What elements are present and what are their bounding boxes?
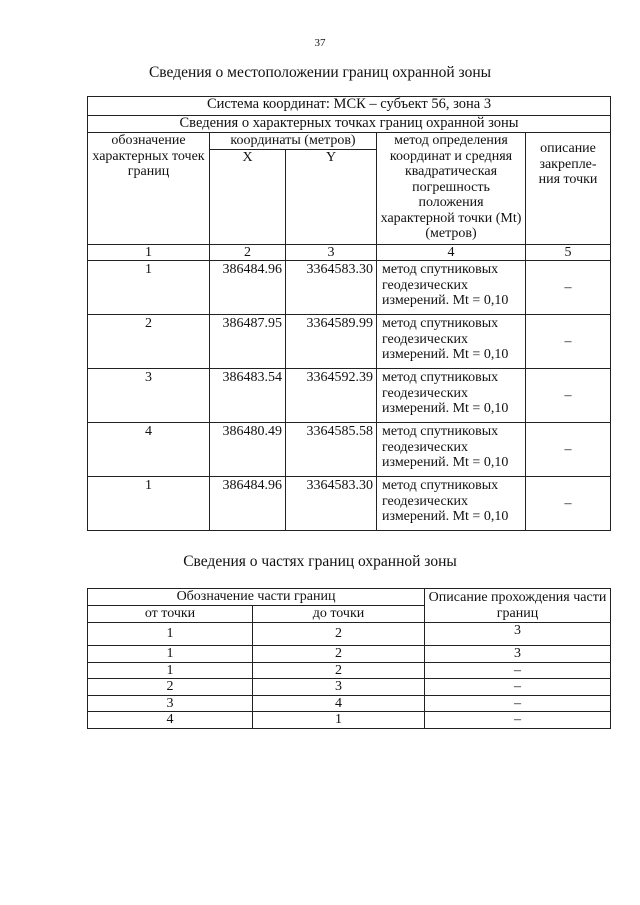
points-subtitle-header: Сведения о характерных точках границ охранной зоны xyxy=(88,116,611,133)
point-description-value: – xyxy=(526,477,611,531)
point-id: 3 xyxy=(88,369,210,423)
y-value: 3364585.58 xyxy=(286,423,377,477)
part-description-header: Описание прохождения части границ xyxy=(425,589,611,623)
from-point-value: 2 xyxy=(88,679,253,696)
point-description-header: описание закрепле-ния точки xyxy=(526,133,611,245)
point-designation-header: обозначение характерных точек границ xyxy=(88,133,210,245)
method-header: метод определения координат и средняя квадратическая погрешность положения характерной точки (Mt) (метров) xyxy=(377,133,526,245)
to-point-value: 3 xyxy=(253,679,425,696)
point-description-value: – xyxy=(526,369,611,423)
to-point-value: 2 xyxy=(253,662,425,679)
y-value: 3364583.30 xyxy=(286,261,377,315)
table-row xyxy=(88,623,611,646)
boundary-parts-title: Сведения о частях границ охранной зоны xyxy=(183,553,457,570)
method-value: метод спутниковых геодезических измерений. Mt = 0,10 xyxy=(377,369,526,423)
column-number: 4 xyxy=(377,244,526,261)
x-value: 386483.54 xyxy=(210,369,286,423)
boundary-parts-table xyxy=(87,588,611,729)
method-value: метод спутниковых геодезических измерений. Mt = 0,10 xyxy=(377,315,526,369)
x-value: 386480.49 xyxy=(210,423,286,477)
point-id: 1 xyxy=(88,261,210,315)
to-point-value: 2 xyxy=(253,646,425,663)
table-row xyxy=(88,662,611,679)
y-header: Y xyxy=(286,149,377,244)
part-description-value: – xyxy=(425,662,611,679)
point-id: 4 xyxy=(88,423,210,477)
table-row xyxy=(88,679,611,696)
table-row xyxy=(88,646,611,663)
x-value: 386484.96 xyxy=(210,261,286,315)
point-id: 2 xyxy=(88,315,210,369)
table-row xyxy=(88,712,611,729)
y-value: 3364583.30 xyxy=(286,477,377,531)
column-number: 3 xyxy=(286,244,377,261)
from-point-value: 4 xyxy=(88,712,253,729)
from-point-value: 1 xyxy=(88,662,253,679)
column-number: 1 xyxy=(88,244,210,261)
coordinates-header: координаты (метров) xyxy=(210,133,377,150)
table-row xyxy=(88,695,611,712)
to-point-header: до точки xyxy=(253,606,425,623)
method-value: метод спутниковых геодезических измерений. Mt = 0,10 xyxy=(377,261,526,315)
part-description-value: – xyxy=(425,712,611,729)
boundary-location-title: Сведения о местоположении границ охранной зоны xyxy=(148,64,492,81)
x-header: X xyxy=(210,149,286,244)
table-row xyxy=(88,423,611,477)
to-point-value: 1 xyxy=(253,712,425,729)
page-number: 37 xyxy=(314,37,326,49)
point-id: 1 xyxy=(88,477,210,531)
table-row xyxy=(88,369,611,423)
characteristic-points-table xyxy=(87,96,611,531)
to-point-value: 2 xyxy=(253,623,425,646)
table-row xyxy=(88,261,611,315)
y-value: 3364592.39 xyxy=(286,369,377,423)
point-description-value: – xyxy=(526,315,611,369)
part-description-value: 3 xyxy=(425,646,611,663)
part-description-value: 3 xyxy=(425,623,611,646)
from-point-value: 1 xyxy=(88,623,253,646)
from-point-value: 3 xyxy=(88,695,253,712)
from-point-value: 1 xyxy=(88,646,253,663)
table-row xyxy=(88,477,611,531)
part-description-value: – xyxy=(425,695,611,712)
point-description-value: – xyxy=(526,423,611,477)
column-number: 5 xyxy=(526,244,611,261)
part-description-value: – xyxy=(425,679,611,696)
x-value: 386487.95 xyxy=(210,315,286,369)
method-value: метод спутниковых геодезических измерений. Mt = 0,10 xyxy=(377,423,526,477)
point-description-value: – xyxy=(526,261,611,315)
coordinate-system-header: Система координат: МСК – субъект 56, зона 3 xyxy=(88,97,611,116)
column-number: 2 xyxy=(210,244,286,261)
from-point-header: от точки xyxy=(88,606,253,623)
y-value: 3364589.99 xyxy=(286,315,377,369)
x-value: 386484.96 xyxy=(210,477,286,531)
to-point-value: 4 xyxy=(253,695,425,712)
table-row xyxy=(88,315,611,369)
part-designation-header: Обозначение части границ xyxy=(88,589,425,606)
method-value: метод спутниковых геодезических измерений. Mt = 0,10 xyxy=(377,477,526,531)
